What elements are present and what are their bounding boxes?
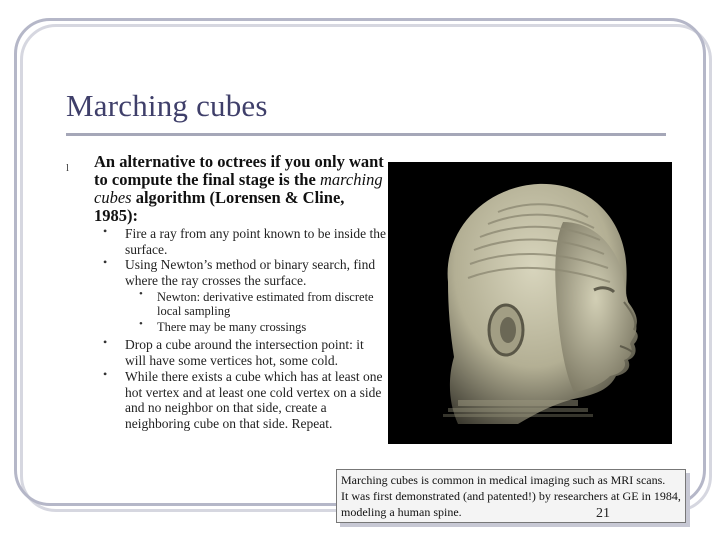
sub-bullet-marker: • <box>103 335 108 349</box>
main-bullet-italic: marching cubes <box>94 170 383 207</box>
main-bullet-marker: l <box>66 162 70 174</box>
subsub-bullet-2: There may be many crossings <box>157 320 307 334</box>
title-underline <box>66 133 666 136</box>
caption-line-2: It was first demonstrated (and patented!) by researchers at GE in 1984, <box>341 489 681 503</box>
marching-cubes-head-image <box>388 162 672 444</box>
caption-line-3: modeling a human spine. <box>341 505 462 519</box>
page-number: 21 <box>596 506 610 521</box>
subsub-bullet-1: Newton: derivative estimated from discrete local sampling <box>157 290 374 318</box>
subsub-bullet-marker: • <box>139 288 143 300</box>
face-shape <box>555 222 636 392</box>
main-bullet-part2: algorithm (Lorensen & Cline, 1985): <box>94 188 345 225</box>
neck-noise <box>443 400 593 417</box>
caption-line-1: Marching cubes is common in medical imaging such as MRI scans. <box>341 473 666 487</box>
sub-bullet-1: Fire a ray from any point known to be inside the surface. <box>125 226 386 257</box>
sub-bullet-4: While there exists a cube which has at least one hot vertex and at least one cold vertex on a side and no neighbor on that side, create a neighboring cube on that side. Repeat. <box>125 369 383 431</box>
main-bullet-text <box>94 153 386 225</box>
sub-bullet-marker: • <box>103 367 108 381</box>
caption-box <box>336 469 686 523</box>
subsub-bullet-marker: • <box>139 318 143 330</box>
sub-bullet-marker: • <box>103 255 108 269</box>
sub-bullet-marker: • <box>103 224 108 238</box>
sub-bullet-2: Using Newton’s method or binary search, find where the ray crosses the surface. <box>125 257 376 288</box>
sub-bullet-3: Drop a cube around the intersection point: it will have some vertices hot, some cold. <box>125 337 364 368</box>
ear-inner <box>500 317 516 343</box>
main-bullet-part1: An alternative to octrees if you only want to compute the final stage is the <box>94 152 384 189</box>
slide-title: Marching cubes <box>66 88 268 123</box>
head-render-svg <box>388 162 672 444</box>
